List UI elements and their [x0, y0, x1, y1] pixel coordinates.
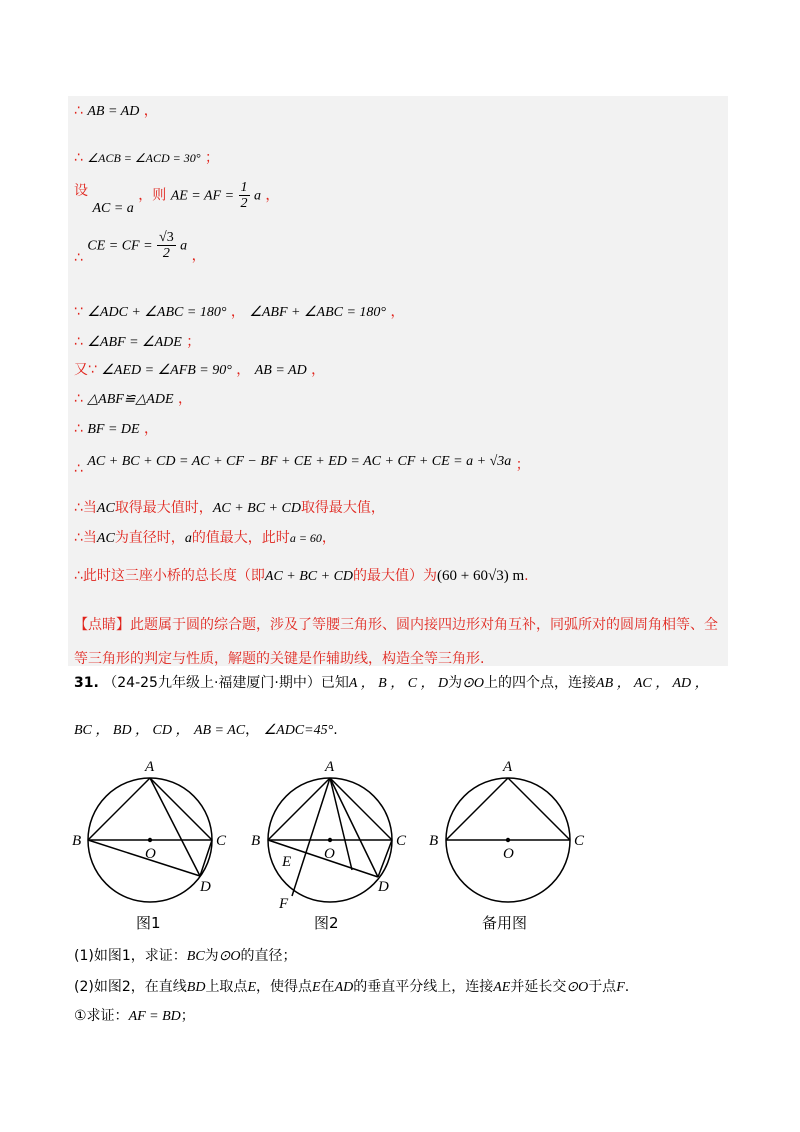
math-term: AC: [96, 501, 115, 516]
label-c: C: [574, 833, 585, 849]
text: 为直径时，: [114, 530, 185, 546]
solution-line-6: [74, 331, 200, 351]
part-2: [74, 976, 629, 996]
comment-paragraph: [74, 608, 724, 676]
punctuation: ，: [230, 304, 245, 320]
solution-line-3: [74, 180, 280, 216]
text: .: [524, 568, 529, 584]
question-number: 31.: [74, 675, 99, 691]
text: ∴当: [74, 530, 97, 546]
math-term: AB ， AC ， AD ，: [596, 676, 709, 691]
text: 的值最大，此时: [191, 530, 290, 546]
math-term: a: [184, 531, 192, 546]
denominator: 2: [162, 246, 170, 261]
equation: AE = AF =: [170, 188, 235, 204]
figure-2-caption: 图2: [314, 914, 339, 932]
punctuation: ，: [236, 362, 251, 378]
text: ，: [321, 530, 336, 546]
sub-label: ①求证：: [74, 1008, 129, 1024]
math-term: BD: [186, 980, 206, 995]
equation: CE = CF =: [87, 238, 153, 254]
equation: ∠ABF = ∠ADE: [87, 335, 182, 350]
solution-line-13: [74, 565, 529, 585]
figure-1-caption: 图1: [136, 914, 161, 932]
punctuation: ，: [390, 304, 405, 320]
label-c: C: [216, 833, 227, 849]
punctuation: ，: [311, 362, 326, 378]
equation: AB = AD: [87, 104, 140, 119]
equation: △ABF≌△ADE: [87, 392, 174, 407]
punctuation: ；: [205, 150, 220, 166]
arc-equation: AB = AC: [193, 723, 246, 738]
denominator: 2: [240, 196, 248, 211]
also-because-mark: 又∵: [74, 362, 97, 378]
variable: a: [253, 188, 261, 204]
text: 如图1，求证：: [93, 948, 187, 964]
variable: a: [180, 238, 188, 254]
equation: ∠ADC + ∠ABC = 180°: [87, 305, 227, 320]
segment-ab: [446, 778, 508, 840]
equation: AC + BC + CD = AC + CF − BF + CE + ED = AC + CF + CE = a + √3a: [87, 454, 512, 469]
part-label: (2): [74, 979, 94, 995]
punctuation: ，: [265, 187, 280, 204]
label-b: B: [72, 833, 82, 849]
text: 为: [204, 948, 219, 964]
label-c: C: [396, 833, 407, 849]
solution-line-1: [74, 100, 158, 120]
text: ，: [245, 722, 260, 738]
angle-equation: ∠ADC=45°: [263, 723, 334, 738]
math-term: E: [247, 980, 256, 995]
let-word: 设: [74, 183, 88, 199]
math-term: AC + BC + CD: [212, 501, 301, 516]
text: 于点: [588, 979, 617, 995]
text: 的最大值）为: [353, 568, 438, 584]
punctuation: ；: [186, 334, 201, 350]
therefore-mark: ∴: [74, 461, 83, 477]
solution-line-5: [74, 301, 404, 321]
fraction: [157, 230, 176, 261]
equation: AC = a: [92, 200, 134, 216]
math-term: BC: [186, 949, 205, 964]
segment-ac: [150, 778, 212, 840]
math-term: BC ， BD ， CD ，: [74, 723, 190, 738]
segment-ab: [88, 778, 150, 840]
segment-ac: [330, 778, 392, 840]
label-e: E: [282, 854, 292, 870]
solution-line-11: [74, 497, 385, 517]
solution-line-4: [74, 230, 206, 266]
text: 在: [320, 979, 335, 995]
label-d: D: [378, 879, 389, 895]
figure-spare: [429, 760, 585, 902]
solution-line-2: [74, 147, 219, 167]
fraction: [239, 180, 250, 211]
math-term: (60 + 60√3) m: [437, 568, 525, 584]
text: ，使得点: [256, 979, 312, 995]
punctuation: ，: [191, 247, 206, 264]
therefore-mark: ∴: [74, 391, 83, 407]
punctuation: ，: [144, 421, 159, 437]
math-term: ⊙O: [566, 980, 589, 995]
text: 的直径；: [240, 948, 297, 964]
equation: ∠ABF + ∠ABC = 180°: [249, 305, 387, 320]
therefore-mark: ∴: [74, 103, 83, 119]
text: 上取点: [205, 979, 248, 995]
center-point: [328, 838, 332, 842]
equation: ∠AED = ∠AFB = 90°: [101, 363, 232, 378]
label-o: O: [503, 846, 514, 862]
punctuation: ；: [515, 457, 530, 473]
text: 的垂直平分线上，连接: [353, 979, 494, 995]
therefore-mark: ∴: [74, 150, 83, 166]
text: .: [333, 722, 338, 738]
segment-af: [292, 778, 330, 896]
text: 如图2，在直线: [93, 979, 187, 995]
label-b: B: [251, 833, 261, 849]
math-term: E: [312, 980, 321, 995]
text: 取得最大值，: [300, 500, 385, 516]
math-term: a = 60: [289, 531, 322, 545]
numerator: √3: [159, 230, 174, 245]
text: 并延长交: [510, 979, 567, 995]
figure-1: [72, 760, 227, 902]
label-f: F: [279, 896, 289, 912]
solution-line-9: [74, 418, 158, 438]
math-term: ⊙O: [218, 949, 241, 964]
text: 上的四个点，连接: [484, 675, 597, 691]
math-term: AF = BD: [128, 1009, 181, 1024]
solution-line-12: [74, 527, 336, 547]
math-term: AE: [493, 980, 511, 995]
equation: BF = DE: [87, 422, 140, 437]
label-a: A: [325, 760, 335, 775]
text: .: [624, 979, 630, 995]
text: 取得最大值时，: [114, 500, 213, 516]
text: 为: [448, 675, 463, 691]
math-term: AC: [96, 531, 115, 546]
solution-line-10: [74, 450, 530, 477]
label-a: A: [503, 760, 513, 775]
therefore-mark: ∴: [74, 421, 83, 437]
question-source: （24-25九年级上·福建厦门·期中）: [103, 675, 321, 691]
numerator: 1: [240, 180, 248, 195]
segment-ad: [150, 778, 200, 876]
part-label: (1): [74, 948, 94, 964]
punctuation: ，: [177, 391, 192, 407]
therefore-mark: ∴: [74, 249, 83, 266]
math-term: F: [616, 980, 625, 995]
figure-spare-caption: 备用图: [482, 914, 528, 932]
label-o: O: [145, 846, 156, 862]
comment-text: 此题属于圆的综合题，涉及了等腰三角形、圆内接四边形对角互补，同弧所对的圆周角相等、全等三角形的判定与性质，解题的关键是作辅助线，构造全等三角形.: [74, 617, 718, 667]
center-point: [506, 838, 510, 842]
sub-question-1: [74, 1005, 195, 1025]
punctuation: ，: [143, 103, 158, 119]
segment-ac: [508, 778, 570, 840]
therefore-mark: ∴: [74, 334, 83, 350]
math-term: AC + BC + CD: [264, 569, 354, 584]
because-mark: ∵: [74, 304, 83, 320]
segment-bd: [88, 840, 200, 876]
center-point: [148, 838, 152, 842]
text: ∴此时这三座小桥的总长度（即: [74, 568, 265, 584]
question-line-2: [74, 719, 338, 739]
label-d: D: [200, 879, 211, 895]
label-a: A: [145, 760, 155, 775]
text: ∴当: [74, 500, 97, 516]
math-term: AD: [334, 980, 354, 995]
text: 已知: [320, 675, 349, 691]
question-line-1: [74, 672, 709, 692]
part-1: [74, 945, 297, 965]
segment-cd: [200, 840, 212, 876]
solution-line-8: [74, 388, 192, 408]
text: ；: [180, 1008, 195, 1024]
math-term: A ， B ， C ， D: [348, 676, 449, 691]
comment-tag: 【点睛】: [74, 617, 130, 633]
solution-line-7: [74, 359, 325, 379]
equation: AB = AD: [254, 363, 307, 378]
then-word: ，则: [138, 187, 167, 204]
figure-2: [251, 760, 407, 912]
label-b: B: [429, 833, 439, 849]
equation: ∠ACB = ∠ACD = 30°: [87, 151, 201, 165]
label-o: O: [324, 846, 335, 862]
math-term: ⊙O: [462, 676, 485, 691]
